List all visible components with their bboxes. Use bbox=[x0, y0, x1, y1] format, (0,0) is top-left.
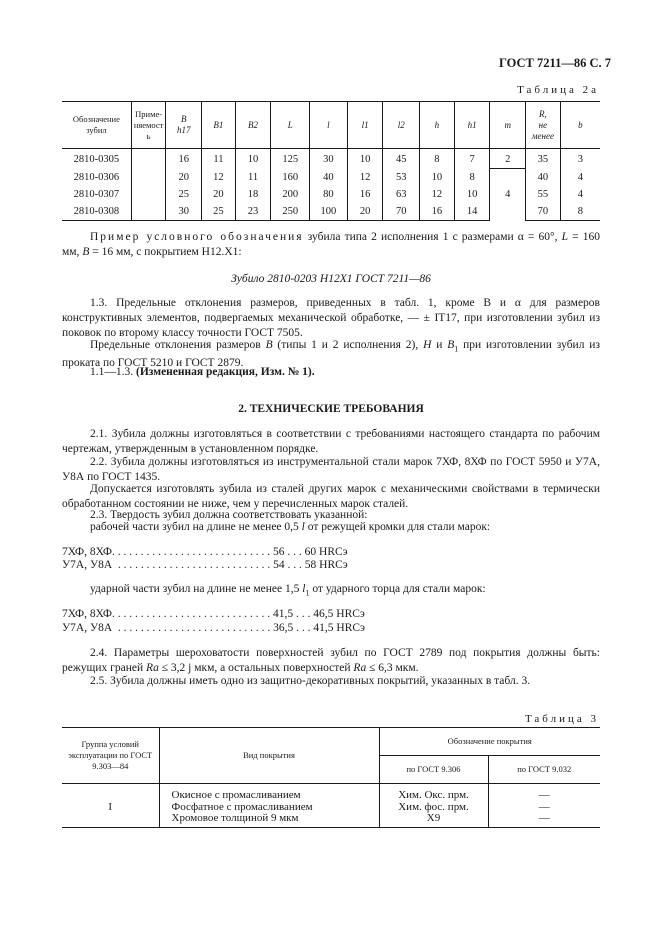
text: от режущей кромки для стали марок: bbox=[304, 521, 491, 533]
col-h: h bbox=[420, 102, 455, 149]
cell-group: I bbox=[62, 784, 159, 828]
cell: 45 bbox=[383, 149, 420, 169]
cell: 11 bbox=[202, 149, 236, 169]
col-B1: B1 bbox=[202, 102, 236, 149]
cell: 80 bbox=[310, 186, 348, 203]
cell: 4 bbox=[560, 186, 600, 203]
cell: 25 bbox=[166, 186, 202, 203]
text: (Измененная редакция, Изм. № 1). bbox=[133, 366, 315, 378]
table-3-header bbox=[62, 728, 600, 756]
cell: 53 bbox=[383, 169, 420, 186]
table-2a-header bbox=[62, 102, 600, 149]
cell: 16 bbox=[166, 149, 202, 169]
table-3-caption: Таблица 3 bbox=[524, 713, 599, 725]
example-L: L bbox=[561, 231, 569, 243]
example-text: = 16 мм, с покрытием Н12.Х1: bbox=[89, 246, 242, 258]
paragraph-2-3a bbox=[62, 520, 600, 535]
paragraph-2-5: 2.5. Зубила должны иметь одно из защитно-декоративных покрытий, указанных в табл. 3. bbox=[90, 675, 531, 687]
coating-code: — bbox=[538, 800, 550, 813]
cell: 23 bbox=[235, 203, 271, 221]
col-h1: h1 bbox=[454, 102, 490, 149]
col-l2: l2 bbox=[383, 102, 420, 149]
cell: 2810-0306 bbox=[62, 169, 131, 186]
cell: 10 bbox=[347, 149, 383, 169]
text: 2.4. Параметры шероховатости поверхностей зубил по ГОСТ 2789 под покрытия должны быть: режущих граней bbox=[62, 647, 600, 674]
col-B2: B2 bbox=[235, 102, 271, 149]
coating-type: Фосфатное с промасливанием bbox=[171, 800, 313, 813]
cell: 20 bbox=[202, 186, 236, 203]
text: при изготовлении зубил из проката по ГОСТ 5210 и ГОСТ 2879. bbox=[62, 339, 600, 370]
coating-code: — bbox=[538, 789, 550, 801]
coating-code: Хим. фос. прм. bbox=[398, 800, 469, 813]
col-gost-9306: по ГОСТ 9.306 bbox=[379, 756, 488, 784]
paragraph-2-3b bbox=[62, 582, 600, 600]
example-text: зубила типа 2 исполнения 1 с размерами α = 60°, bbox=[303, 231, 562, 243]
cell: 8 bbox=[420, 149, 455, 169]
cell: 4 bbox=[560, 169, 600, 186]
cell-9306 bbox=[379, 784, 488, 828]
cell bbox=[131, 186, 166, 203]
text: l bbox=[301, 521, 305, 533]
paragraph-2-2: 2.2. Зубила должны изготовляться из инструментальной стали марок 7ХФ, 8ХФ по ГОСТ 5950 и У7А, У8А по ГОСТ 1435. bbox=[62, 456, 600, 483]
cell: 2 bbox=[490, 149, 526, 169]
hardness-line-4: У7А, У8А . . . . . . . . . . . . . . . . . . . . . . . . . . . 36,5 . . . 41,5 HRCэ bbox=[62, 622, 365, 634]
cell: 11 bbox=[235, 169, 271, 186]
cell: 8 bbox=[560, 203, 600, 221]
cell: 18 bbox=[235, 186, 271, 203]
text: B bbox=[447, 339, 455, 351]
col-l1: l1 bbox=[347, 102, 383, 149]
coating-code: — bbox=[538, 812, 550, 824]
cell: 70 bbox=[526, 203, 561, 221]
cell: 30 bbox=[310, 149, 348, 169]
cell: 7 bbox=[454, 149, 490, 169]
example-lead: Пример условного обозначения bbox=[90, 231, 304, 243]
cell: 12 bbox=[420, 186, 455, 203]
paragraph-2-1: 2.1. Зубила должны изготовляться в соответствии с требованиями настоящего стандарта по рабочим чертежам, утвержденным в установленном порядке. bbox=[62, 428, 600, 455]
cell: 12 bbox=[202, 169, 236, 186]
cell: 125 bbox=[271, 149, 310, 169]
cell: 2810-0308 bbox=[62, 203, 131, 221]
table-row bbox=[62, 784, 600, 828]
cell: 70 bbox=[383, 203, 420, 221]
cell: 160 bbox=[271, 169, 310, 186]
col-group: Группа условий эксплуатации по ГОСТ 9.303—84 bbox=[62, 728, 159, 784]
cell: 16 bbox=[347, 186, 383, 203]
coating-type: Окисное с промасливанием bbox=[171, 789, 301, 801]
paragraph-edition bbox=[62, 365, 600, 380]
cell-9032 bbox=[488, 784, 600, 828]
cell: 20 bbox=[166, 169, 202, 186]
col-designation: Обозначение зубил bbox=[62, 102, 131, 149]
text: рабочей части зубил на длине не менее 0,5 bbox=[90, 521, 302, 533]
cell: 2810-0307 bbox=[62, 186, 131, 203]
cell: 30 bbox=[166, 203, 202, 221]
text: ударной части зубил на длине не менее 1,5 bbox=[90, 583, 303, 595]
cell-m-merged: 4 bbox=[490, 169, 526, 221]
table-row bbox=[62, 169, 600, 186]
section-title: 2. ТЕХНИЧЕСКИЕ ТРЕБОВАНИЯ bbox=[238, 403, 424, 415]
col-B: B h17 bbox=[166, 102, 202, 149]
example-B: B bbox=[82, 246, 90, 258]
cell: 2810-0305 bbox=[62, 149, 131, 169]
text: (типы 1 и 2 исполнения 2), bbox=[272, 339, 424, 351]
cell: 10 bbox=[420, 169, 455, 186]
table-2a bbox=[62, 101, 600, 221]
designation-example: Зубило 2810-0203 Н12Х1 ГОСТ 7211—86 bbox=[231, 273, 431, 285]
text: Ra bbox=[353, 662, 367, 674]
cell: 14 bbox=[454, 203, 490, 221]
text: и bbox=[431, 339, 448, 351]
cell: 200 bbox=[271, 186, 310, 203]
cell: 8 bbox=[454, 169, 490, 186]
col-designation: Обозначение покрытия bbox=[379, 728, 600, 756]
coating-code: Хим. Окс. прм. bbox=[398, 789, 469, 801]
cell: 25 bbox=[202, 203, 236, 221]
hardness-line-1: 7ХФ, 8ХФ. . . . . . . . . . . . . . . . . . . . . . . . . . . . 56 . . . 60 HRCэ bbox=[62, 546, 348, 558]
col-applicability: Приме- няемост ь bbox=[131, 102, 166, 149]
cell: 100 bbox=[310, 203, 348, 221]
paragraph-1-3: 1.3. Предельные отклонения размеров, приведенных в табл. 1, кроме B и α для размеров конструктивных элементов, подвергаемых механической обработке, — ± IT17, при изготовлении зубил из поковок по второму классу точности ГОСТ 7505. bbox=[62, 297, 600, 339]
subscript: 1 bbox=[454, 344, 459, 354]
hardness-line-2: У7А, У8А . . . . . . . . . . . . . . . . . . . . . . . . . . . 54 . . . 58 HRCэ bbox=[62, 559, 348, 571]
cell: 35 bbox=[526, 149, 561, 169]
cell: 3 bbox=[560, 149, 600, 169]
text: ≤ 3,2 j мкм, а остальных поверхностей bbox=[158, 662, 354, 674]
text: H bbox=[423, 339, 432, 351]
cell: 12 bbox=[347, 169, 383, 186]
table-2a-caption: Таблица 2а bbox=[517, 84, 599, 96]
table-3 bbox=[62, 727, 600, 828]
example-text: = 160 мм, bbox=[62, 231, 600, 258]
hardness-line-3: 7ХФ, 8ХФ. . . . . . . . . . . . . . . . . . . . . . . . . . . . 41,5 . . . 46,5 HRCэ bbox=[62, 608, 365, 620]
example-paragraph bbox=[62, 230, 600, 260]
cell: 250 bbox=[271, 203, 310, 221]
col-b: b bbox=[560, 102, 600, 149]
cell: 55 bbox=[526, 186, 561, 203]
cell: 40 bbox=[526, 169, 561, 186]
cell: 20 bbox=[347, 203, 383, 221]
text: Ra bbox=[146, 662, 159, 674]
col-gost-9032: по ГОСТ 9.032 bbox=[488, 756, 600, 784]
text: B bbox=[265, 339, 273, 351]
cell bbox=[131, 169, 166, 186]
col-l: l bbox=[310, 102, 348, 149]
text: 1.1—1.3. bbox=[90, 366, 134, 378]
cell: 16 bbox=[420, 203, 455, 221]
coating-code: Х9 bbox=[426, 812, 441, 824]
text: Предельные отклонения размеров bbox=[90, 339, 266, 351]
col-R: R, не менее bbox=[526, 102, 561, 149]
table-row bbox=[62, 149, 600, 169]
cell: 40 bbox=[310, 169, 348, 186]
paragraph-2-4 bbox=[62, 646, 600, 676]
paragraph-2-3: 2.3. Твердость зубил должна соответствовать указанной: bbox=[90, 509, 368, 521]
col-m: m bbox=[490, 102, 526, 149]
text: ≤ 6,3 мкм. bbox=[366, 662, 419, 674]
text: l bbox=[302, 583, 306, 595]
cell bbox=[131, 203, 166, 221]
cell-types bbox=[159, 784, 379, 828]
coating-type: Хромовое толщиной 9 мкм bbox=[171, 812, 299, 824]
subscript: 1 bbox=[305, 588, 310, 598]
page-header: ГОСТ 7211—86 С. 7 bbox=[499, 56, 611, 70]
col-coating-type: Вид покрытия bbox=[159, 728, 379, 784]
paragraph-2-2b: Допускается изготовлять зубила из сталей других марок с механическими свойствами в термически обработанном состоянии не ниже, чем у перечисленных марок сталей. bbox=[62, 483, 600, 510]
text: от ударного торца для стали марок: bbox=[309, 583, 486, 595]
cell: 10 bbox=[235, 149, 271, 169]
cell: 10 bbox=[454, 186, 490, 203]
cell bbox=[131, 149, 166, 169]
col-L: L bbox=[271, 102, 310, 149]
cell: 63 bbox=[383, 186, 420, 203]
